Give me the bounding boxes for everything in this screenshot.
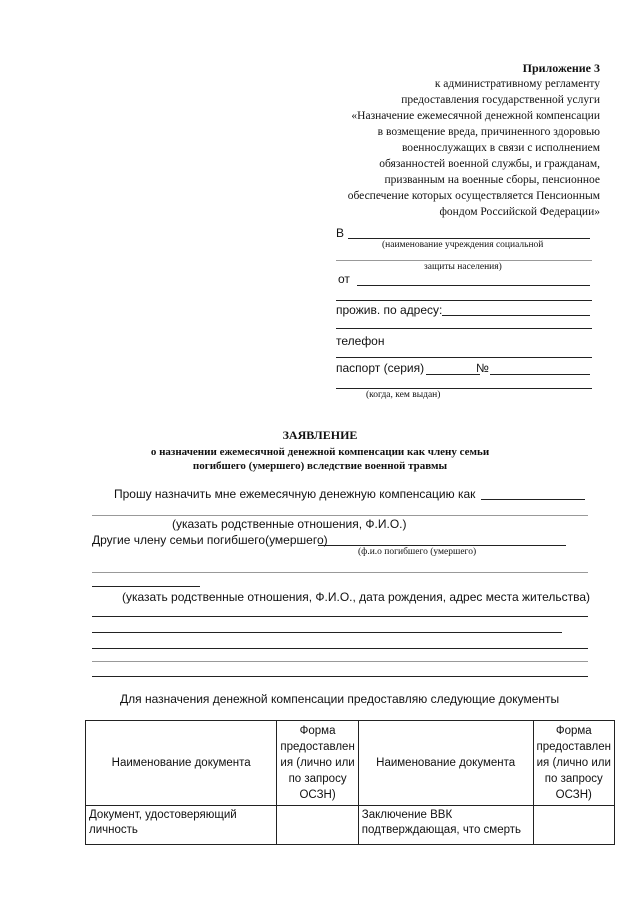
appendix-line: «Назначение ежемесячной денежной компенсации — [351, 110, 600, 122]
relatives-line-short[interactable] — [92, 586, 200, 587]
relatives-line-1[interactable] — [92, 572, 588, 573]
cell-doc-right: Заключение ВВК подтверждающая, что смерть — [358, 806, 533, 845]
appendix-line: к административному регламенту — [434, 78, 600, 90]
relation-line[interactable] — [481, 499, 585, 500]
institution-hint-1: (наименование учреждения социальной — [382, 240, 544, 250]
relatives-hint: (указать родственные отношения, Ф.И.О., дата рождения, адрес места жительства) — [122, 590, 591, 604]
address-line-2[interactable] — [336, 328, 592, 329]
statement-title: ЗАЯВЛЕНИЕ — [282, 428, 358, 442]
appendix-line: военнослужащих в связи с исполнением — [401, 142, 600, 154]
header-doc-name-right: Наименование документа — [358, 721, 533, 806]
appendix-line: фондом Российской Федерации» — [439, 206, 600, 218]
deceased-name-line[interactable] — [318, 545, 566, 546]
cell-form-left[interactable] — [277, 806, 358, 845]
appendix-line: обязанностей военной службы, и гражданам, — [379, 158, 600, 170]
appendix-line: предоставления государственной услуги — [401, 94, 600, 106]
relatives-line-5[interactable] — [92, 661, 588, 662]
phone-line[interactable] — [336, 357, 592, 358]
from-name-line-2[interactable] — [336, 300, 592, 301]
appendix-line: призванным на военные сборы, пенсионное — [384, 174, 600, 186]
from-label: от — [338, 272, 350, 286]
other-members-label: Другие члену семьи погибшего(умершего) — [92, 533, 328, 547]
passport-number-label: № — [476, 361, 489, 375]
deceased-hint: (ф.и.о погибшего (умершего) — [358, 547, 477, 557]
passport-issued-line[interactable] — [336, 388, 592, 389]
header-form-right: Форма предоставлен ия (лично или по запросу ОСЗН) — [533, 721, 614, 806]
address-line[interactable] — [442, 315, 590, 316]
passport-series-line[interactable] — [426, 374, 480, 375]
appendix-title: Приложение 3 — [522, 61, 600, 75]
to-institution-line[interactable] — [348, 238, 590, 239]
cell-doc-left: Документ, удостоверяющий личность — [86, 806, 277, 845]
table-row — [86, 806, 615, 845]
to-label: В — [336, 226, 345, 240]
appendix-line: обеспечение которых осуществляется Пенсионным — [347, 190, 600, 202]
relatives-line-4[interactable] — [92, 648, 588, 649]
issued-hint: (когда, кем выдан) — [366, 390, 441, 400]
request-text: Прошу назначить мне ежемесячную денежную компенсацию как — [114, 487, 476, 501]
statement-subtitle-2: погибшего (умершего) вследствие военной травмы — [192, 460, 448, 472]
address-label: прожив. по адресу: — [336, 303, 443, 317]
appendix-line: в возмещение вреда, причиненного здоровью — [377, 126, 600, 138]
table-header-row — [86, 721, 615, 806]
from-name-line[interactable] — [357, 285, 590, 286]
to-institution-line-2[interactable] — [336, 260, 592, 261]
passport-number-line[interactable] — [490, 374, 590, 375]
documents-intro: Для назначения денежной компенсации предоставляю следующие документы — [120, 692, 560, 706]
relation-line-2[interactable] — [92, 515, 588, 516]
relatives-line-2[interactable] — [92, 616, 588, 617]
statement-subtitle-1: о назначении ежемесячной денежной компенсации как члену семьи — [150, 446, 490, 458]
appendix-block — [270, 60, 600, 220]
phone-label: телефон — [336, 334, 385, 348]
relation-hint: (указать родственные отношения, Ф.И.О.) — [172, 517, 407, 531]
header-form-left: Форма предоставлен ия (лично или по запросу ОСЗН) — [277, 721, 358, 806]
institution-hint-2: защиты населения) — [424, 262, 502, 272]
relatives-line-3[interactable] — [92, 632, 562, 633]
relatives-line-6[interactable] — [92, 676, 588, 677]
passport-label: паспорт (серия) — [336, 361, 425, 375]
documents-table — [85, 720, 615, 845]
header-doc-name-left: Наименование документа — [86, 721, 277, 806]
cell-form-right[interactable] — [533, 806, 614, 845]
